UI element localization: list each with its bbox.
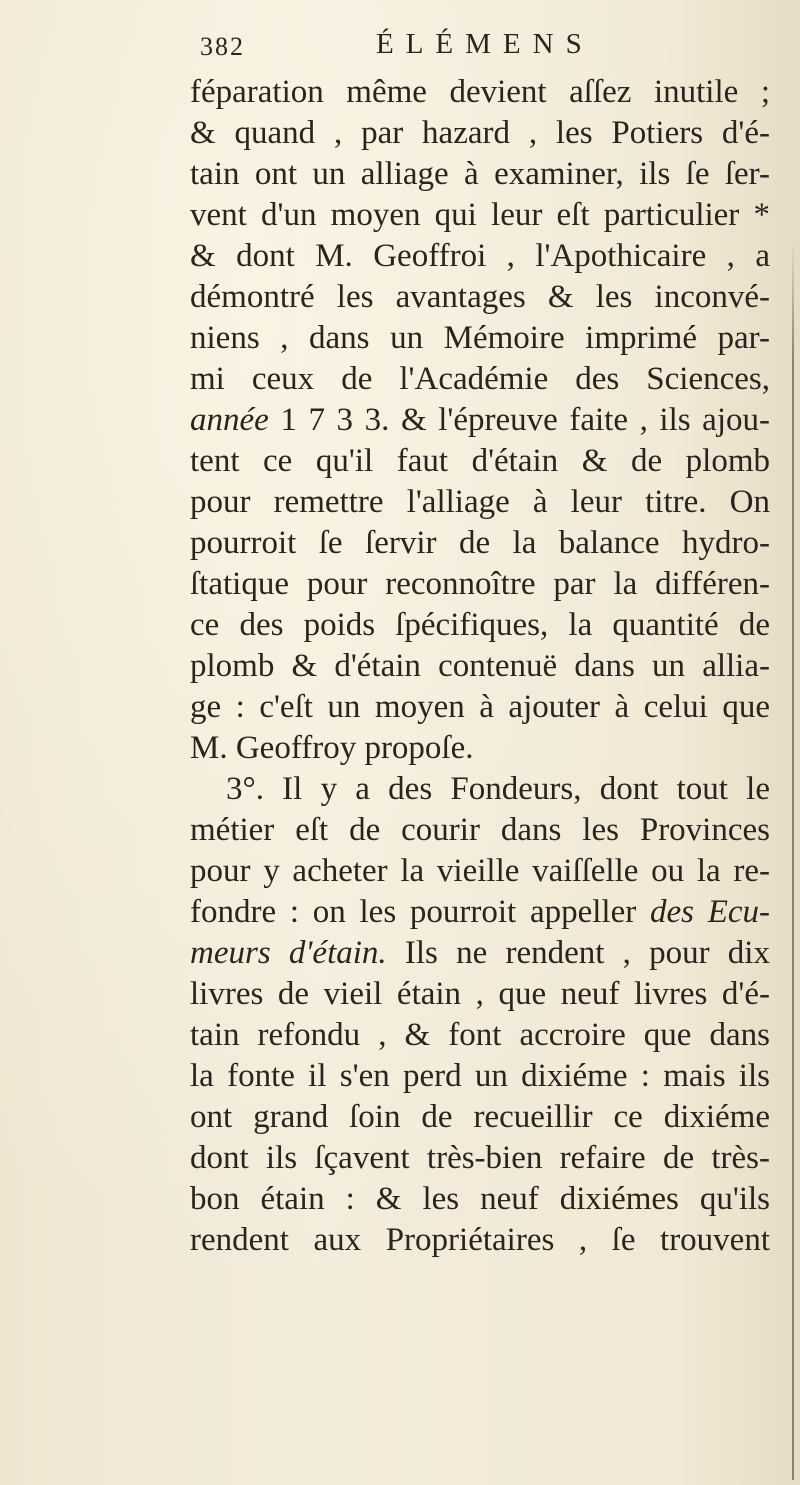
text-line: démontré les avantages & les inconvé-: [190, 279, 770, 315]
text-line: meurs d'étain. Ils ne rendent , pour dix: [190, 935, 770, 971]
text-line: bon étain : & les neuf dixiémes qu'ils: [190, 1181, 770, 1217]
text-line: féparation même devient aſſez inutile ;: [190, 74, 770, 110]
text-line: métier eſt de courir dans les Provinces: [190, 812, 770, 848]
running-title: ÉLÉMENS: [376, 28, 594, 60]
text-line: & quand , par hazard , les Potiers d'é-: [190, 115, 770, 151]
text-line: ce des poids ſpécifiques, la quantité de: [190, 607, 770, 643]
italic-text: année: [190, 402, 269, 438]
text-line: pour y acheter la vieille vaiſſelle ou la re-: [190, 853, 770, 889]
text-line: M. Geoffroy propoſe.: [190, 730, 474, 766]
text-line: tent ce qu'il faut d'étain & de plomb: [190, 443, 770, 479]
text-line: livres de vieil étain , que neuf livres d'é-: [190, 976, 770, 1012]
page-number: 382: [200, 32, 245, 61]
text-line: vent d'un moyen qui leur eſt particulier *: [190, 197, 770, 233]
text-line: rendent aux Propriétaires , ſe trouvent: [190, 1222, 770, 1258]
page-edge-shadow: [792, 240, 794, 1480]
page-header: [200, 28, 640, 68]
text-line: pour remettre l'alliage à leur titre. On: [190, 484, 770, 520]
text-line: tain ont un alliage à examiner, ils ſe ſer-: [190, 156, 770, 192]
body-text: [190, 72, 770, 1261]
text-line: la fonte il s'en perd un dixiéme : mais ils: [190, 1058, 770, 1094]
text-line: 3°. Il y a des Fondeurs, dont tout le: [226, 771, 770, 807]
italic-text: des Ecu-: [649, 894, 770, 930]
text-line: tain refondu , & font accroire que dans: [190, 1017, 770, 1053]
text-line: dont ils ſçavent très-bien refaire de très-: [190, 1140, 770, 1176]
text-line: & dont M. Geoffroi , l'Apothicaire , a: [190, 238, 770, 274]
text-line: plomb & d'étain contenuë dans un allia-: [190, 648, 770, 684]
text-line: ont grand ſoin de recueillir ce dixiéme: [190, 1099, 770, 1135]
text-line: ſtatique pour reconnoître par la différen-: [190, 566, 770, 602]
text-line: ge : c'eſt un moyen à ajouter à celui que: [190, 689, 770, 725]
text-line: mi ceux de l'Académie des Sciences,: [190, 361, 770, 397]
text-line: pourroit ſe ſervir de la balance hydro-: [190, 525, 770, 561]
text-line: année 1 7 3 3. & l'épreuve faite , ils ajou-: [190, 402, 770, 438]
italic-text: meurs d'étain.: [190, 935, 387, 971]
text-line: fondre : on les pourroit appeller des Ecu-: [190, 894, 770, 930]
text-line: niens , dans un Mémoire imprimé par-: [190, 320, 770, 356]
